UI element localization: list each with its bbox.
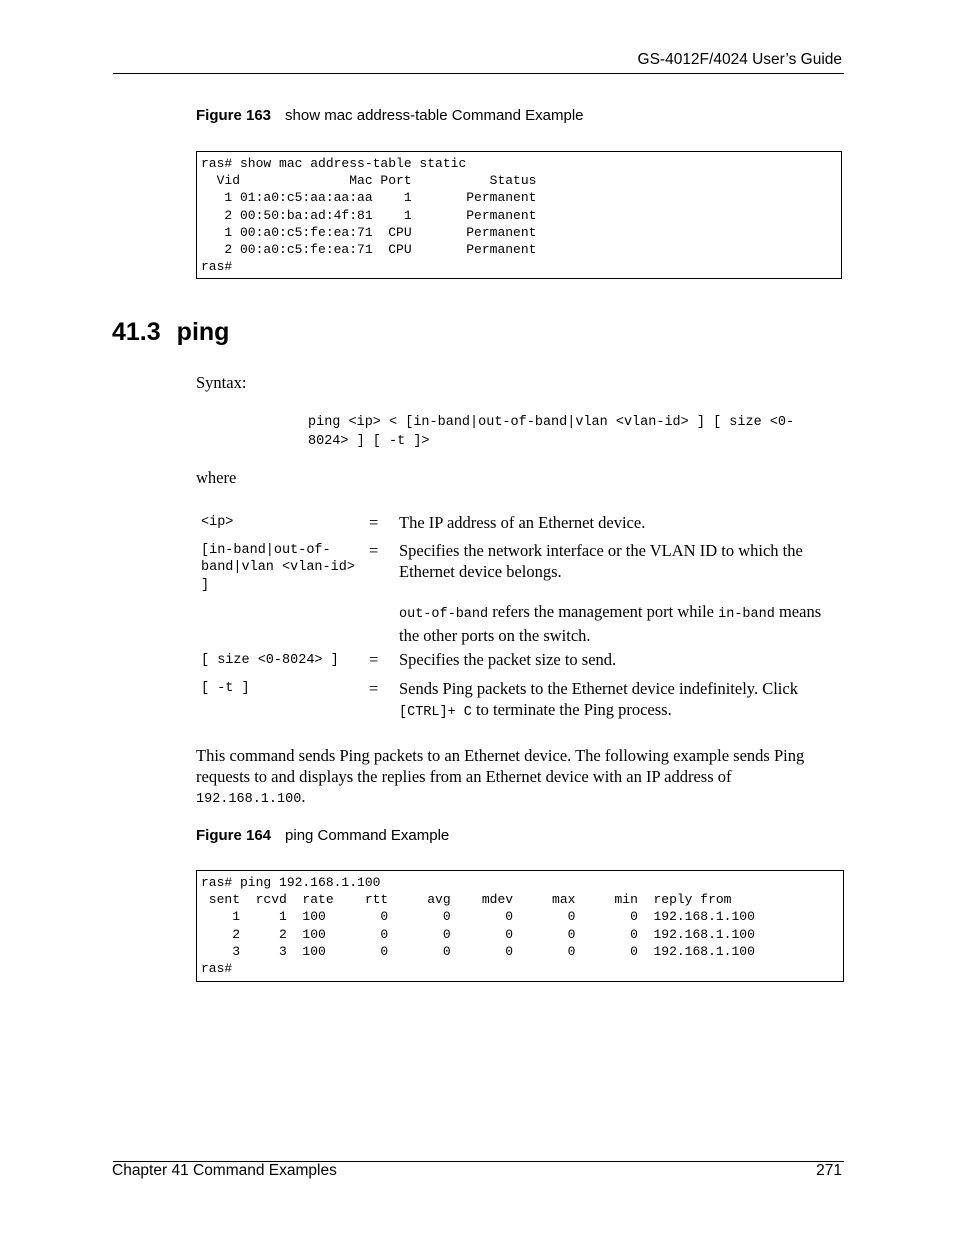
param-t: [ -t ] — [201, 681, 250, 696]
param-size-equals: = — [369, 650, 379, 669]
where-label: where — [196, 468, 237, 487]
figure-164-number: Figure 164 — [196, 827, 272, 844]
figure-164-caption — [196, 827, 449, 844]
note-text-1: refers the management port while — [492, 602, 714, 621]
param-ip-equals: = — [369, 513, 379, 532]
param-t-desc-code: [CTRL]+ C — [399, 704, 472, 720]
param-interface-description: Specifies the network interface or the VLAN ID to which the Ethernet device belongs. — [399, 541, 803, 581]
param-interface: [in-band|out-of- band|vlan <vlan-id> ] — [201, 543, 355, 593]
figure-163-number: Figure 163 — [196, 107, 272, 124]
figure-163-caption — [196, 107, 584, 124]
figure-163-code-box — [196, 151, 842, 279]
footer-chapter: Chapter 41 Command Examples — [112, 1162, 337, 1179]
syntax-label: Syntax: — [196, 373, 247, 392]
figure-163-caption-text: show mac address-table Command Example — [285, 107, 584, 124]
note-code-in-band: in-band — [718, 607, 775, 622]
param-t-desc-after: to terminate the Ping process. — [476, 699, 672, 719]
param-t-desc-before: Sends Ping packets to the Ethernet device indefinitely. Click — [399, 679, 798, 698]
running-header-title: GS-4012F/4024 User’s Guide — [637, 51, 842, 68]
description-paragraph — [196, 746, 844, 811]
note-code-out-of-band: out-of-band — [399, 607, 489, 622]
paragraph-ip: 192.168.1.100 — [196, 792, 302, 807]
section-number: 41.3 — [112, 318, 161, 346]
figure-164-code: ras# ping 192.168.1.100 sent rcvd rate rtt avg mdev max min reply from 1 1 100 0 0 0 0 0 192.168.1.100 2 2 100 0 0 0 0 0 192.168.1.100 3 3 100 0 0 0 0 0 192.168.1.100 ras# — [201, 875, 755, 977]
paragraph-end: . — [301, 787, 306, 806]
param-size: [ size <0-8024> ] — [201, 653, 339, 668]
param-size-description: Specifies the packet size to send. — [399, 650, 617, 669]
section-heading — [112, 318, 229, 347]
footer-page-number: 271 — [816, 1162, 842, 1179]
header-rule — [113, 73, 844, 74]
figure-163-code: ras# show mac address-table static Vid Mac Port Status 1 01:a0:c5:aa:aa:aa 1 Permanent 2 00:50:ba:ad:4f:81 1 Permanent 1 00:a0:c5:fe:ea:71 CPU Permanent 2 00:a0:c5:fe:ea:71 CPU Permanent ras# — [201, 156, 537, 275]
param-t-equals: = — [369, 679, 379, 698]
figure-164-caption-text: ping Command Example — [285, 827, 450, 844]
param-ip-description: The IP address of an Ethernet device. — [399, 513, 646, 532]
syntax-code: ping <ip> < [in-band|out-of-band|vlan <vlan-id> ] [ size <0- 8024> ] [ -t ]> — [308, 415, 795, 449]
section-title: ping — [176, 318, 230, 346]
figure-164-code-box — [196, 870, 844, 982]
note-text-2: means the other ports on the switch. — [399, 602, 822, 645]
param-ip: <ip> — [201, 515, 234, 530]
paragraph-text: This command sends Ping packets to an Ethernet device. The following example sends Ping requests to and displays the replies from an Ethernet device with an IP address of — [196, 746, 805, 786]
param-interface-equals: = — [369, 541, 379, 560]
param-t-description — [399, 679, 829, 723]
interface-note — [399, 602, 829, 646]
